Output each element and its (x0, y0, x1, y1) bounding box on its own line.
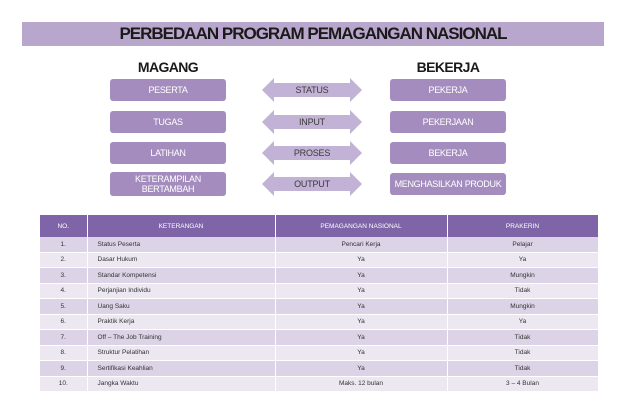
cell-prakerin: Tidak (447, 345, 598, 361)
cell-prakerin: Tidak (447, 283, 598, 299)
cell-no: 9. (40, 361, 87, 377)
cell-no: 1. (40, 237, 87, 252)
table-row (40, 237, 598, 252)
arrow-label: PROSES (293, 148, 331, 158)
cell-no: 10. (40, 376, 87, 392)
arrow-status (262, 78, 362, 102)
bekerja-box-output: MENGHASILKAN PRODUK (390, 173, 506, 195)
table-row (40, 314, 598, 330)
magang-box-status: PESERTA (110, 79, 226, 101)
cell-prakerin: Tidak (447, 361, 598, 377)
arrow-label: INPUT (298, 117, 325, 127)
cell-pemagangan: Ya (275, 268, 447, 284)
arrow-proses (262, 141, 362, 165)
cell-keterangan: Uang Saku (87, 299, 275, 315)
cell-no: 4. (40, 283, 87, 299)
table-row (40, 299, 598, 315)
cell-pemagangan: Maks. 12 bulan (275, 376, 447, 392)
table-row (40, 283, 598, 299)
table-row (40, 330, 598, 346)
header-prakerin: PRAKERIN (447, 215, 598, 237)
table-row (40, 268, 598, 284)
cell-pemagangan: Ya (275, 345, 447, 361)
cell-keterangan: Perjanjian Individu (87, 283, 275, 299)
cell-no: 6. (40, 314, 87, 330)
cell-keterangan: Struktur Pelatihan (87, 345, 275, 361)
cell-no: 8. (40, 345, 87, 361)
table-row (40, 252, 598, 268)
cell-pemagangan: Ya (275, 330, 447, 346)
table-row (40, 376, 598, 392)
cell-pemagangan: Ya (275, 314, 447, 330)
table-header-row (40, 215, 598, 237)
arrow-label: OUTPUT (294, 179, 330, 189)
magang-heading: MAGANG (137, 59, 199, 75)
table-row (40, 345, 598, 361)
cell-keterangan: Dasar Hukum (87, 252, 275, 268)
bekerja-box-status: PEKERJA (390, 79, 506, 101)
cell-keterangan: Off – The Job Training (87, 330, 275, 346)
cell-prakerin: Ya (447, 314, 598, 330)
cell-prakerin: 3 – 4 Bulan (447, 376, 598, 392)
cell-prakerin: Pelajar (447, 237, 598, 252)
cell-pemagangan: Ya (275, 283, 447, 299)
cell-keterangan: Standar Kompetensi (87, 268, 275, 284)
cell-keterangan: Sertifikasi Keahlian (87, 361, 275, 377)
bekerja-box-input: PEKERJAAN (390, 111, 506, 133)
table-row (40, 361, 598, 377)
header-pemagangan: PEMAGANGAN NASIONAL (275, 215, 447, 237)
cell-no: 7. (40, 330, 87, 346)
cell-pemagangan: Pencari Kerja (275, 237, 447, 252)
arrow-output (262, 172, 362, 196)
cell-pemagangan: Ya (275, 299, 447, 315)
cell-prakerin: Mungkin (447, 268, 598, 284)
magang-box-output: KETERAMPILAN BERTAMBAH (110, 172, 226, 196)
cell-prakerin: Ya (447, 252, 598, 268)
cell-no: 5. (40, 299, 87, 315)
bekerja-box-proses: BEKERJA (390, 142, 506, 164)
cell-keterangan: Status Peserta (87, 237, 275, 252)
cell-no: 3. (40, 268, 87, 284)
arrow-input (262, 110, 362, 134)
title-banner (22, 22, 604, 46)
cell-keterangan: Praktik Kerja (87, 314, 275, 330)
cell-keterangan: Jangka Waktu (87, 376, 275, 392)
cell-pemagangan: Ya (275, 252, 447, 268)
bekerja-heading: BEKERJA (416, 59, 480, 75)
page-title: PERBEDAAN PROGRAM PEMAGANGAN NASIONAL (119, 24, 507, 43)
cell-prakerin: Mungkin (447, 299, 598, 315)
cell-no: 2. (40, 252, 87, 268)
cell-pemagangan: Ya (275, 361, 447, 377)
cell-prakerin: Tidak (447, 330, 598, 346)
magang-box-proses: LATIHAN (110, 142, 226, 164)
magang-box-input: TUGAS (110, 111, 226, 133)
header-keterangan: KETERANGAN (87, 215, 275, 237)
comparison-table (40, 215, 599, 392)
header-no: NO. (40, 215, 87, 237)
arrow-label: STATUS (295, 85, 329, 95)
